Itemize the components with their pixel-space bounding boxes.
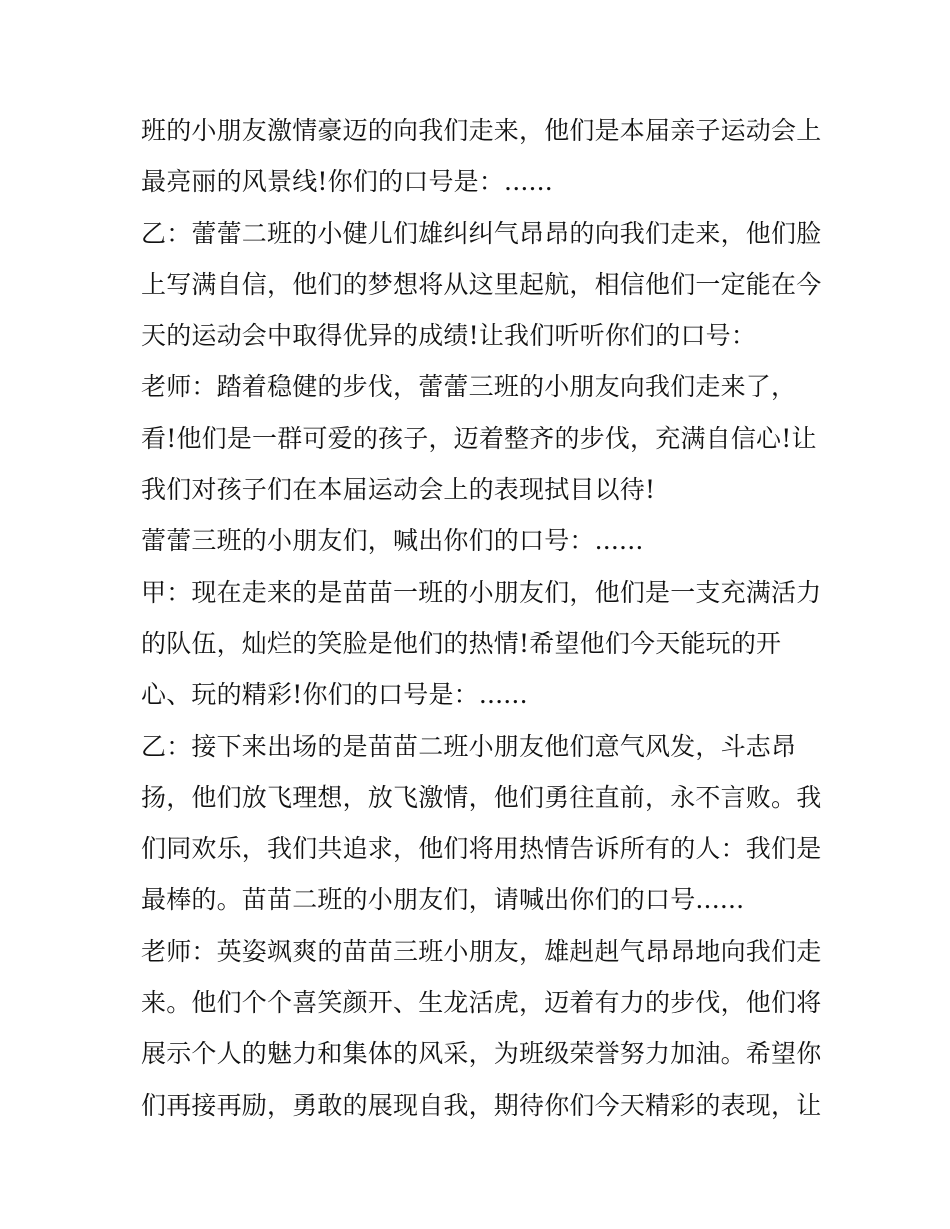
text-line: 上写满自信，他们的梦想将从这里起航，相信他们一定能在今 xyxy=(141,269,822,299)
document-body xyxy=(141,105,821,1131)
text-line: 最亮丽的风景线!你们的口号是：...... xyxy=(141,167,553,197)
text-line: 们再接再励，勇敢的展现自我，期待你们今天精彩的表现，让 xyxy=(141,1090,822,1120)
text-line: 看!他们是一群可爱的孩子，迈着整齐的步伐，充满自信心!让 xyxy=(141,423,817,453)
text-line: 甲：现在走来的是苗苗一班的小朋友们，他们是一支充满活力 xyxy=(141,577,822,607)
text-line: 天的运动会中取得优异的成绩!让我们听听你们的口号： xyxy=(141,321,757,351)
text-line: 心、玩的精彩!你们的口号是：...... xyxy=(141,680,528,710)
text-line: 乙：蕾蕾二班的小健儿们雄纠纠气昂昂的向我们走来，他们脸 xyxy=(141,218,822,248)
text-line: 的队伍，灿烂的笑脸是他们的热情!希望他们今天能玩的开 xyxy=(141,628,782,658)
text-line: 扬，他们放飞理想，放飞激情，他们勇往直前，永不言败。我 xyxy=(141,782,822,812)
text-line: 老师：踏着稳健的步伐，蕾蕾三班的小朋友向我们走来了， xyxy=(141,372,797,402)
text-line: 班的小朋友激情豪迈的向我们走来，他们是本届亲子运动会上 xyxy=(141,116,822,145)
text-line: 来。他们个个喜笑颜开、生龙活虎，迈着有力的步伐，他们将 xyxy=(141,988,822,1018)
text-line: 展示个人的魅力和集体的风采，为班级荣誉努力加油。希望你 xyxy=(141,1039,822,1069)
text-line: 蕾蕾三班的小朋友们，喊出你们的口号：...... xyxy=(141,526,644,556)
text-line: 们同欢乐，我们共追求，他们将用热情告诉所有的人：我们是 xyxy=(141,834,822,864)
text-line: 老师：英姿飒爽的苗苗三班小朋友，雄赳赳气昂昂地向我们走 xyxy=(141,936,822,966)
text-line: 乙：接下来出场的是苗苗二班小朋友他们意气风发，斗志昂 xyxy=(141,731,797,761)
text-line: 最棒的。苗苗二班的小朋友们，请喊出你们的口号...... xyxy=(141,885,745,915)
text-line: 我们对孩子们在本届运动会上的表现拭目以待! xyxy=(141,475,656,505)
